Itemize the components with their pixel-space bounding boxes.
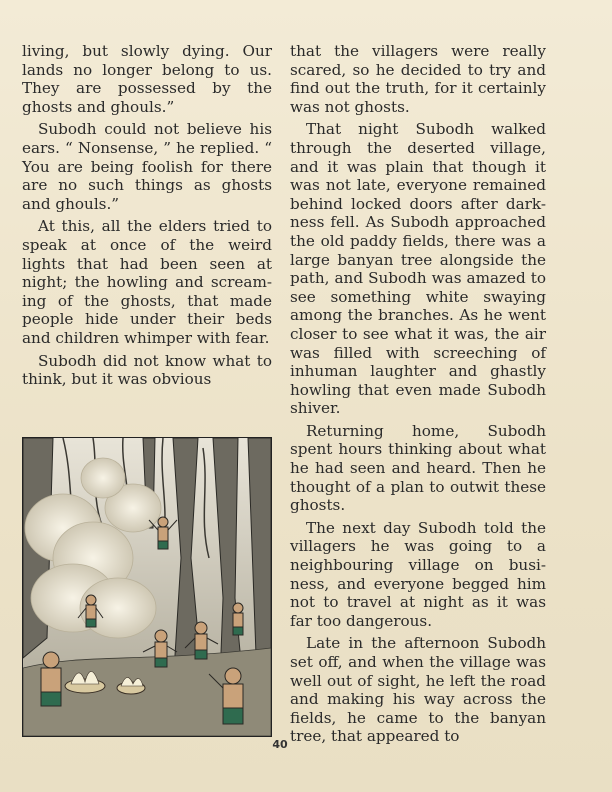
left-text-column	[22, 42, 272, 393]
paragraph: Subodh did not know what to think, but it was obvious	[22, 351, 272, 389]
story-illustration	[22, 437, 272, 737]
paragraph: Returning home, Subodh spent hours thinking about what he had seen and heard. Then he thought of a plan to outwit these ghosts.	[290, 421, 546, 515]
right-text-column	[290, 42, 546, 750]
page-number: 40	[272, 738, 288, 751]
forest-ghost-scene-image	[23, 438, 271, 736]
paragraph: At this, all the elders tried to speak at once of the weird lights that had been seen at night; the howling and scream-ing of the ghosts, that made people hide under their beds and children whimper with fear.	[22, 217, 272, 347]
paragraph: That night Subodh walked through the deserted village, and it was plain that though it was not late, everyone remained behind locked doors after dark-ness fell. As Subodh approached the old paddy fields, there was a large banyan tree alongside the path, and Subodh was amazed to see something white swaying among the branches. As he went closer to see what it was, the air was filled with screeching of inhuman laughter and ghastly howling that even made Subodh shiver.	[290, 120, 546, 418]
paragraph: The next day Subodh told the villagers he was going to a neighbouring village on busi-ness, and everyone begged him not to travel at night as it was far too dangerous.	[290, 518, 546, 630]
paragraph: living, but slowly dying. Our lands no longer belong to us. They are possessed by the ghosts and ghouls.”	[22, 42, 272, 116]
paragraph: that the villagers were really scared, so he decided to try and find out the truth, for it certainly was not ghosts.	[290, 42, 546, 116]
paragraph: Subodh could not believe his ears. “ Nonsense, ” he replied. “ You are being foolish for there are no such things as ghosts and ghouls.”	[22, 120, 272, 213]
paragraph: Late in the afternoon Subodh set off, and when the village was well out of sight, he left the road and making his way across the fields, he came to the banyan tree, that appeared to	[290, 634, 546, 746]
